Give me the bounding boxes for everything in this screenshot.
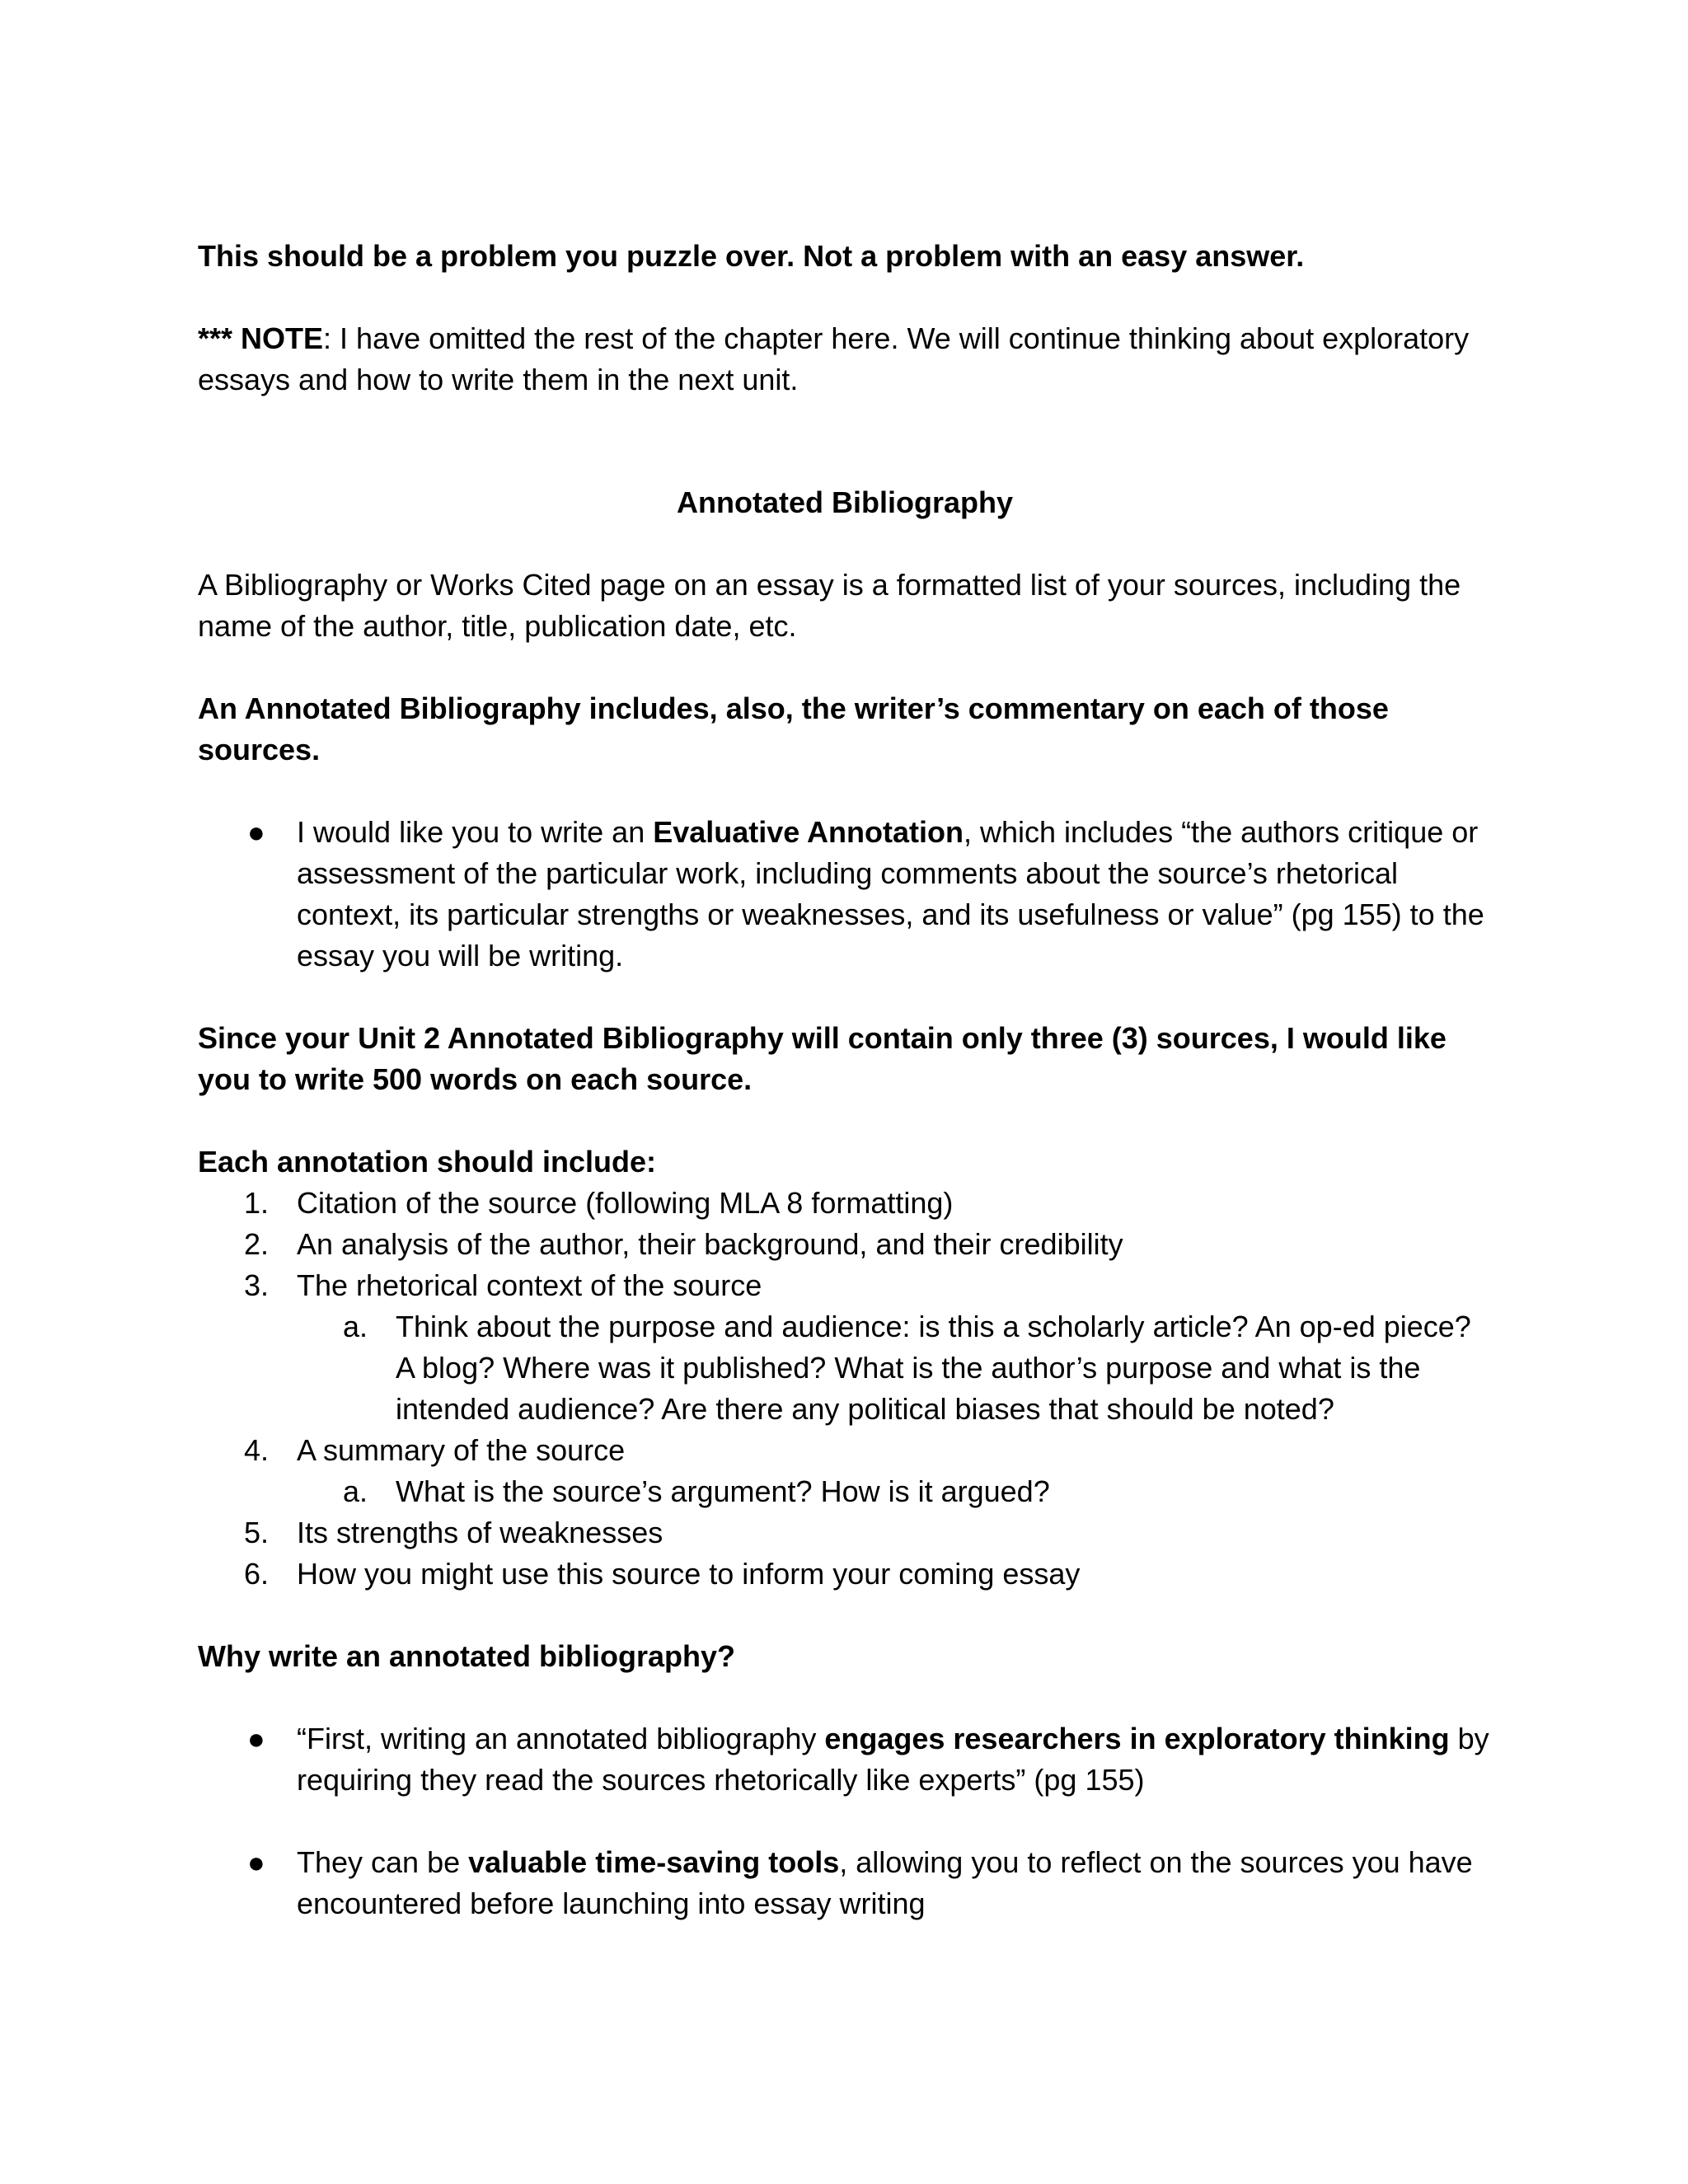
list-item	[198, 1430, 1492, 1512]
sub-item-text: What is the source’s argument? How is it argued?	[396, 1474, 1050, 1508]
sub-list	[297, 1306, 1492, 1430]
bullet-icon: ●	[247, 1845, 265, 1879]
note-label: NOTE	[241, 321, 324, 355]
evaluative-pre: I would like you to write an	[297, 815, 654, 849]
evaluative-post: , which includes “the authors critique or assessment of the particular work, including comments about the source’s rhetorical context, its particular strengths or weaknesses, and its usefulness or value” (pg 155) to the essay you will be writing.	[297, 815, 1484, 972]
sub-item-letter: a.	[343, 1474, 368, 1508]
list-item	[198, 1512, 1492, 1554]
annotation-requirements-list	[198, 1183, 1492, 1595]
list-item	[198, 1554, 1492, 1595]
why-2-emphasis: valuable time-saving tools	[468, 1845, 840, 1879]
item-text: A summary of the source	[297, 1433, 626, 1467]
sub-item-text: Think about the purpose and audience: is this a scholarly article? An op-ed piece? A blog? Where was it published? What is the author’s purpose and what is the intended audience? Are there any political biases that should be noted?	[396, 1310, 1471, 1426]
why-2-pre: They can be	[297, 1845, 469, 1879]
list-item	[198, 1842, 1492, 1924]
item-number: 1.	[244, 1186, 270, 1220]
bibliography-definition: A Bibliography or Works Cited page on an essay is a formatted list of your sources, including the name of the author, title, publication date, etc.	[198, 568, 1461, 643]
section-heading: Annotated Bibliography	[677, 485, 1013, 519]
sub-list-item	[297, 1306, 1492, 1430]
evaluative-term: Evaluative Annotation	[653, 815, 964, 849]
item-text: The rhetorical context of the source	[297, 1268, 762, 1302]
sub-item-letter: a.	[343, 1310, 368, 1343]
word-requirement: Since your Unit 2 Annotated Bibliography will contain only three (3) sources, I would like you to write 500 words on each source.	[198, 1021, 1447, 1096]
item-number: 6.	[244, 1557, 270, 1591]
item-number: 5.	[244, 1516, 270, 1549]
why-2-post: , allowing you to reflect on the sources you have encountered before launching into essay writing	[297, 1845, 1473, 1920]
item-number: 2.	[244, 1227, 270, 1261]
puzzle-statement: This should be a problem you puzzle over. Not a problem with an easy answer.	[198, 239, 1305, 273]
list-item	[198, 1224, 1492, 1265]
note-text: : I have omitted the rest of the chapter here. We will continue thinking about exploratory essays and how to write them in the next unit.	[198, 321, 1470, 396]
sub-list-item	[297, 1471, 1492, 1512]
item-text: Its strengths of weaknesses	[297, 1516, 663, 1549]
item-number: 4.	[244, 1433, 270, 1467]
item-number: 3.	[244, 1268, 270, 1302]
include-heading: Each annotation should include:	[198, 1145, 657, 1179]
annotated-definition: An Annotated Bibliography includes, also, the writer’s commentary on each of those sources.	[198, 691, 1389, 766]
note-stars: ***	[198, 321, 241, 355]
document-body	[198, 236, 1492, 1924]
bullet-icon: ●	[247, 815, 265, 849]
list-item	[198, 812, 1492, 977]
list-item	[198, 1265, 1492, 1430]
why-heading: Why write an annotated bibliography?	[198, 1639, 736, 1673]
item-text: An analysis of the author, their background, and their credibility	[297, 1227, 1123, 1261]
list-item	[198, 1718, 1492, 1801]
why-list-2	[198, 1842, 1492, 1924]
why-list	[198, 1718, 1492, 1801]
item-text: How you might use this source to inform your coming essay	[297, 1557, 1081, 1591]
bullet-icon: ●	[247, 1722, 265, 1755]
list-item	[198, 1183, 1492, 1224]
evaluative-list	[198, 812, 1492, 977]
why-1-emphasis: engages researchers in exploratory thinking	[824, 1722, 1450, 1755]
sub-list	[297, 1471, 1492, 1512]
why-1-pre: “First, writing an annotated bibliography	[297, 1722, 825, 1755]
omission-note	[198, 318, 1492, 401]
why-1-post: by requiring they read the sources rhetorically like experts” (pg 155)	[297, 1722, 1489, 1797]
item-text: Citation of the source (following MLA 8 formatting)	[297, 1186, 954, 1220]
